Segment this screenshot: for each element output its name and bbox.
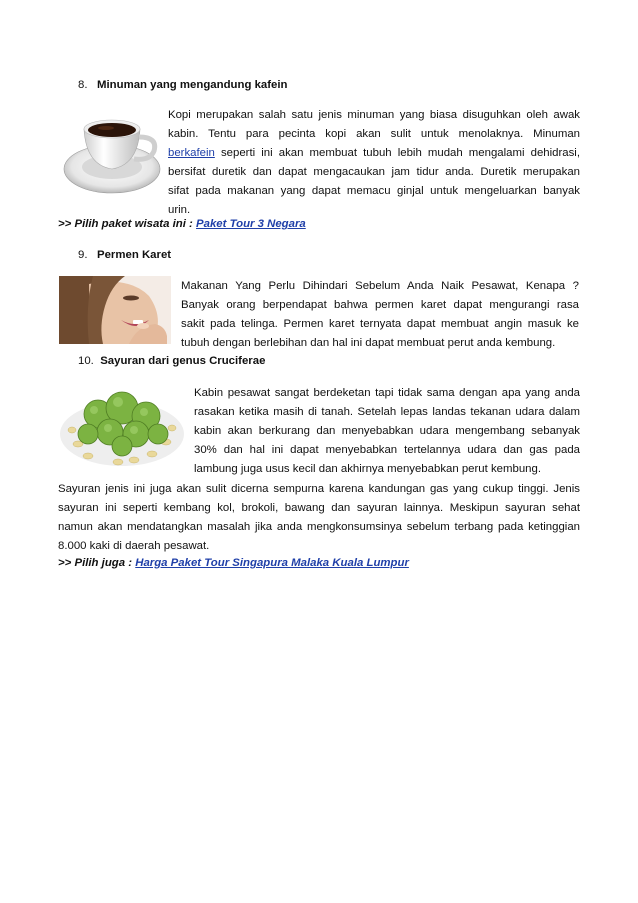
text-line: Makanan Yang Perlu Dihindari Sebelum Anda Naik Pesawat, Kenapa ? xyxy=(181,280,579,292)
promo-prefix: >> Pilih paket wisata ini : xyxy=(58,218,197,230)
text-line-with-link xyxy=(168,144,580,163)
berkafein-link[interactable]: berkafein xyxy=(168,147,215,159)
text-line: Kopi merupakan salah satu jenis minuman yang biasa disuguhkan oleh awak xyxy=(168,109,580,121)
section-8-heading xyxy=(78,79,288,91)
text-line: sifat pada makanan yang dapat memacu ginjal untuk mengeluarkan banyak xyxy=(168,185,580,197)
text-line: 30% dan hal ini dapat menyebabkan tertelannya udara dan gas pada xyxy=(194,444,580,456)
section-10-heading xyxy=(78,355,265,367)
promo-tour-line-2 xyxy=(58,557,409,569)
promo-prefix: >> Pilih juga : xyxy=(58,557,136,569)
text-line: sayuran ini seperti kembang kol, brokoli, bawang dan sayuran lainnya. Meskipun sayuran sehat xyxy=(58,502,580,514)
text-line: bersifat duretik dan dapat mengacaukan jam tidur anda. Duretik merupakan xyxy=(168,166,580,178)
text-line: lambung juga usus kecil dan akhirnya menyebabkan perut kembung. xyxy=(194,463,541,475)
text-line: kabin. Tentu para pecinta kopi akan sulit untuk menolaknya. Minuman xyxy=(168,128,580,140)
text-line: 8.000 kaki di daerah pesawat. xyxy=(58,540,210,552)
section-title: Minuman yang mengandung kafein xyxy=(97,79,288,91)
broccoli-photo xyxy=(58,384,186,472)
text-line: rasakan ketika masih di tanah. Setelah lepas landas tekanan udara dalam xyxy=(194,406,580,418)
text-line: Banyak orang berpendapat bahwa permen karet dapat mengurangi rasa xyxy=(181,299,579,311)
section-title: Permen Karet xyxy=(97,249,172,261)
paket-tour-3-negara-link[interactable]: Paket Tour 3 Negara xyxy=(196,218,306,230)
section-9-text xyxy=(181,277,579,353)
promo-tour-line xyxy=(58,218,306,230)
section-number: 8. xyxy=(78,79,88,91)
section-8-text xyxy=(168,106,580,220)
text-line: kabin akan berkurang dan menyebabkan udara mengembang sebanyak xyxy=(194,425,580,437)
section-9-heading xyxy=(78,249,171,261)
section-number: 10. xyxy=(78,355,94,367)
section-number: 9. xyxy=(78,249,88,261)
section-10-text xyxy=(194,384,580,479)
text-line: urin. xyxy=(168,204,191,216)
harga-paket-tour-link[interactable]: Harga Paket Tour Singapura Malaka Kuala Lumpur xyxy=(135,557,409,569)
text-line: Sayuran jenis ini juga akan sulit dicerna sempurna karena kandungan gas yang cukup tinggi. Jenis xyxy=(58,483,580,495)
coffee-cup-photo xyxy=(62,107,164,199)
text-line: namun akan mendatangkan masalah jika anda mengkonsumsinya sebelum terbang pada ketinggian xyxy=(58,521,580,533)
text-line: tubuh dengan berlebihan dan hal ini dapat membuat perut anda kembung. xyxy=(181,337,556,349)
woman-chewing-gum-photo xyxy=(59,276,171,344)
closing-paragraph xyxy=(58,480,580,556)
text-line: sakit pada telinga. Permen karet ternyata dapat membuat angin masuk ke xyxy=(181,318,579,330)
section-title: Sayuran dari genus Cruciferae xyxy=(100,355,266,367)
text-line: Kabin pesawat sangat berdeketan tapi tidak sama dengan apa yang anda xyxy=(194,387,580,399)
text-line: seperti ini akan membuat tubuh lebih mudah mengalami dehidrasi, xyxy=(220,147,580,159)
